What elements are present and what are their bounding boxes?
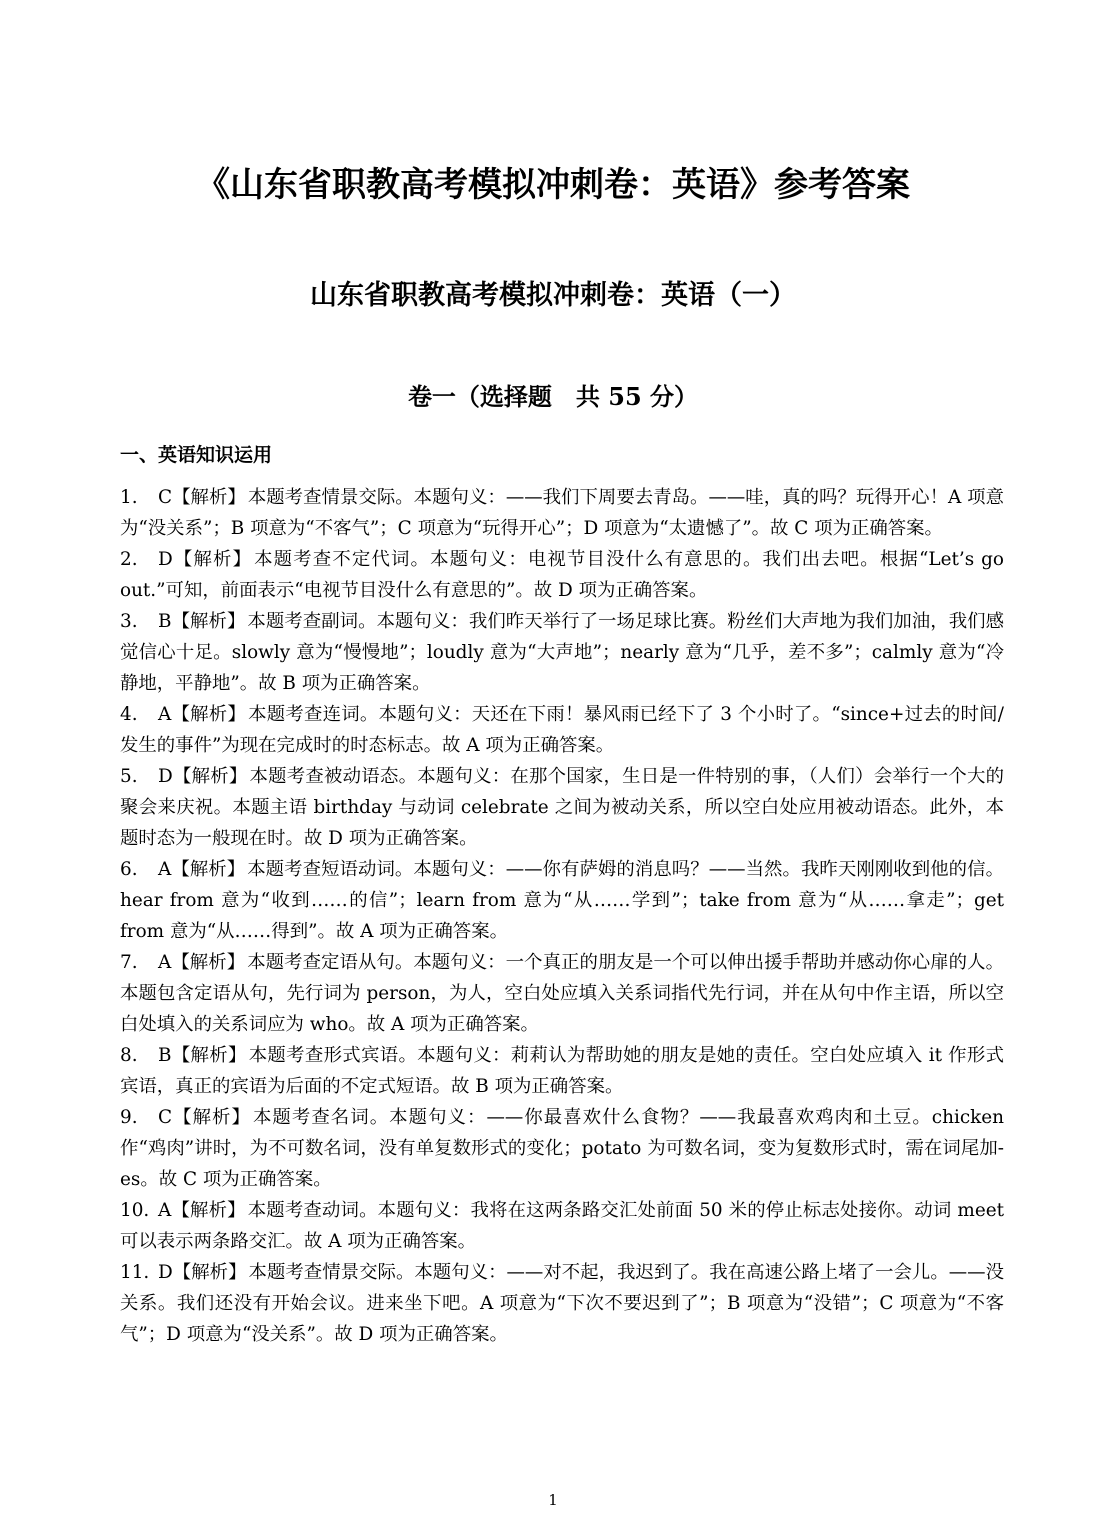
page-number: 1 [548, 1491, 558, 1509]
part-heading: 一、英语知识运用 [120, 444, 273, 466]
answer-item [120, 854, 1004, 947]
answer-item [120, 544, 1004, 606]
answer-explanation: 本题考查定语从句。本题句义：一个真正的朋友是一个可以伸出援手帮助并感动你心扉的人。本题包含定语从句，先行词为 person，为人，空白处应填入关系词指代先行词，并在从句中作主语，所以空白处填入的关系词应为 who。故 A 项为正确答案。 [120, 952, 1004, 1035]
answer-number: 7. [120, 952, 138, 973]
answer-number: 3. [120, 611, 138, 632]
answer-number: 4. [120, 704, 138, 725]
answer-key: C【解析】 [158, 487, 246, 508]
answer-explanation: 本题考查连词。本题句义：天还在下雨！暴风雨已经下了 3 个小时了。“since+过去的时间/发生的事件”为现在完成时的时态标志。故 A 项为正确答案。 [120, 704, 1004, 756]
answer-key: B【解析】 [158, 611, 246, 632]
answer-explanation: 本题考查不定代词。本题句义：电视节目没什么有意思的。我们出去吧。根据“Let’s go out.”可知，前面表示“电视节目没什么有意思的”。故 D 项为正确答案。 [120, 549, 1004, 601]
answer-key: D【解析】 [158, 549, 253, 570]
answer-number: 6. [120, 859, 138, 880]
answer-key: A【解析】 [158, 1200, 246, 1221]
exam-subtitle: 山东省职教高考模拟冲刺卷：英语（一） [310, 280, 796, 311]
answer-key: A【解析】 [158, 859, 246, 880]
document-title: 《山东省职教高考模拟冲刺卷：英语》参考答案 [196, 165, 910, 205]
answer-item [120, 606, 1004, 699]
answer-number: 8. [120, 1045, 138, 1066]
answer-item [120, 1257, 1004, 1350]
answer-key: A【解析】 [158, 952, 246, 973]
answer-explanation: 本题考查被动语态。本题句义：在那个国家，生日是一件特别的事，（人们）会举行一个大的聚会来庆祝。本题主语 birthday 与动词 celebrate 之间为被动关系，所以空白处应用被动语态。此外，本题时态为一般现在时。故 D 项为正确答案。 [120, 766, 1004, 849]
answer-explanation: 本题考查名词。本题句义：——你最喜欢什么食物？——我最喜欢鸡肉和土豆。chicken 作“鸡肉”讲时，为不可数名词，没有单复数形式的变化；potato 为可数名词，变为复数形式时，需在词尾加-es。故 C 项为正确答案。 [120, 1107, 1004, 1190]
answer-number: 9. [120, 1107, 138, 1128]
answer-number: 1. [120, 487, 138, 508]
answer-explanation: 本题考查副词。本题句义：我们昨天举行了一场足球比赛。粉丝们大声地为我们加油，我们感觉信心十足。slowly 意为“慢慢地”；loudly 意为“大声地”；nearly 意为“几乎，差不多”；calmly 意为“冷静地，平静地”。故 B 项为正确答案。 [120, 611, 1004, 694]
answer-item [120, 1040, 1004, 1102]
answer-item [120, 1102, 1004, 1195]
answer-number: 11. [120, 1262, 150, 1283]
answer-number: 10. [120, 1200, 150, 1221]
answer-key: B【解析】 [158, 1045, 247, 1066]
answer-key: C【解析】 [158, 1107, 251, 1128]
answer-item [120, 699, 1004, 761]
answer-key: D【解析】 [158, 1262, 247, 1283]
answer-item [120, 761, 1004, 854]
answer-explanation: 本题考查情景交际。本题句义：——我们下周要去青岛。——哇，真的吗？玩得开心！A 项意为“没关系”；B 项意为“不客气”；C 项意为“玩得开心”；D 项意为“太遗憾了”。故 C 项为正确答案。 [120, 487, 1004, 539]
answer-explanation: 本题考查情景交际。本题句义：——对不起，我迟到了。我在高速公路上堵了一会儿。——没关系。我们还没有开始会议。进来坐下吧。A 项意为“下次不要迟到了”；B 项意为“没错”；C 项意为“不客气”；D 项意为“没关系”。故 D 项为正确答案。 [120, 1262, 1004, 1345]
answer-explanation: 本题考查短语动词。本题句义：——你有萨姆的消息吗？——当然。我昨天刚刚收到他的信。hear from 意为“收到……的信”；learn from 意为“从……学到”；take from 意为“从……拿走”；get from 意为“从……得到”。故 A 项为正确答案。 [120, 859, 1004, 942]
answer-item [120, 482, 1004, 544]
answer-explanation: 本题考查动词。本题句义：我将在这两条路交汇处前面 50 米的停止标志处接你。动词 meet 可以表示两条路交汇。故 A 项为正确答案。 [120, 1200, 1004, 1252]
answer-item [120, 947, 1004, 1040]
answer-list [120, 482, 1004, 1350]
answer-key: D【解析】 [158, 766, 248, 787]
answer-number: 2. [120, 549, 138, 570]
section-title: 卷一（选择题 共 55 分） [407, 382, 699, 411]
answer-key: A【解析】 [158, 704, 247, 725]
answer-number: 5. [120, 766, 138, 787]
answer-explanation: 本题考查形式宾语。本题句义：莉莉认为帮助她的朋友是她的责任。空白处应填入 it 作形式宾语，真正的宾语为后面的不定式短语。故 B 项为正确答案。 [120, 1045, 1005, 1097]
answer-item [120, 1195, 1004, 1257]
